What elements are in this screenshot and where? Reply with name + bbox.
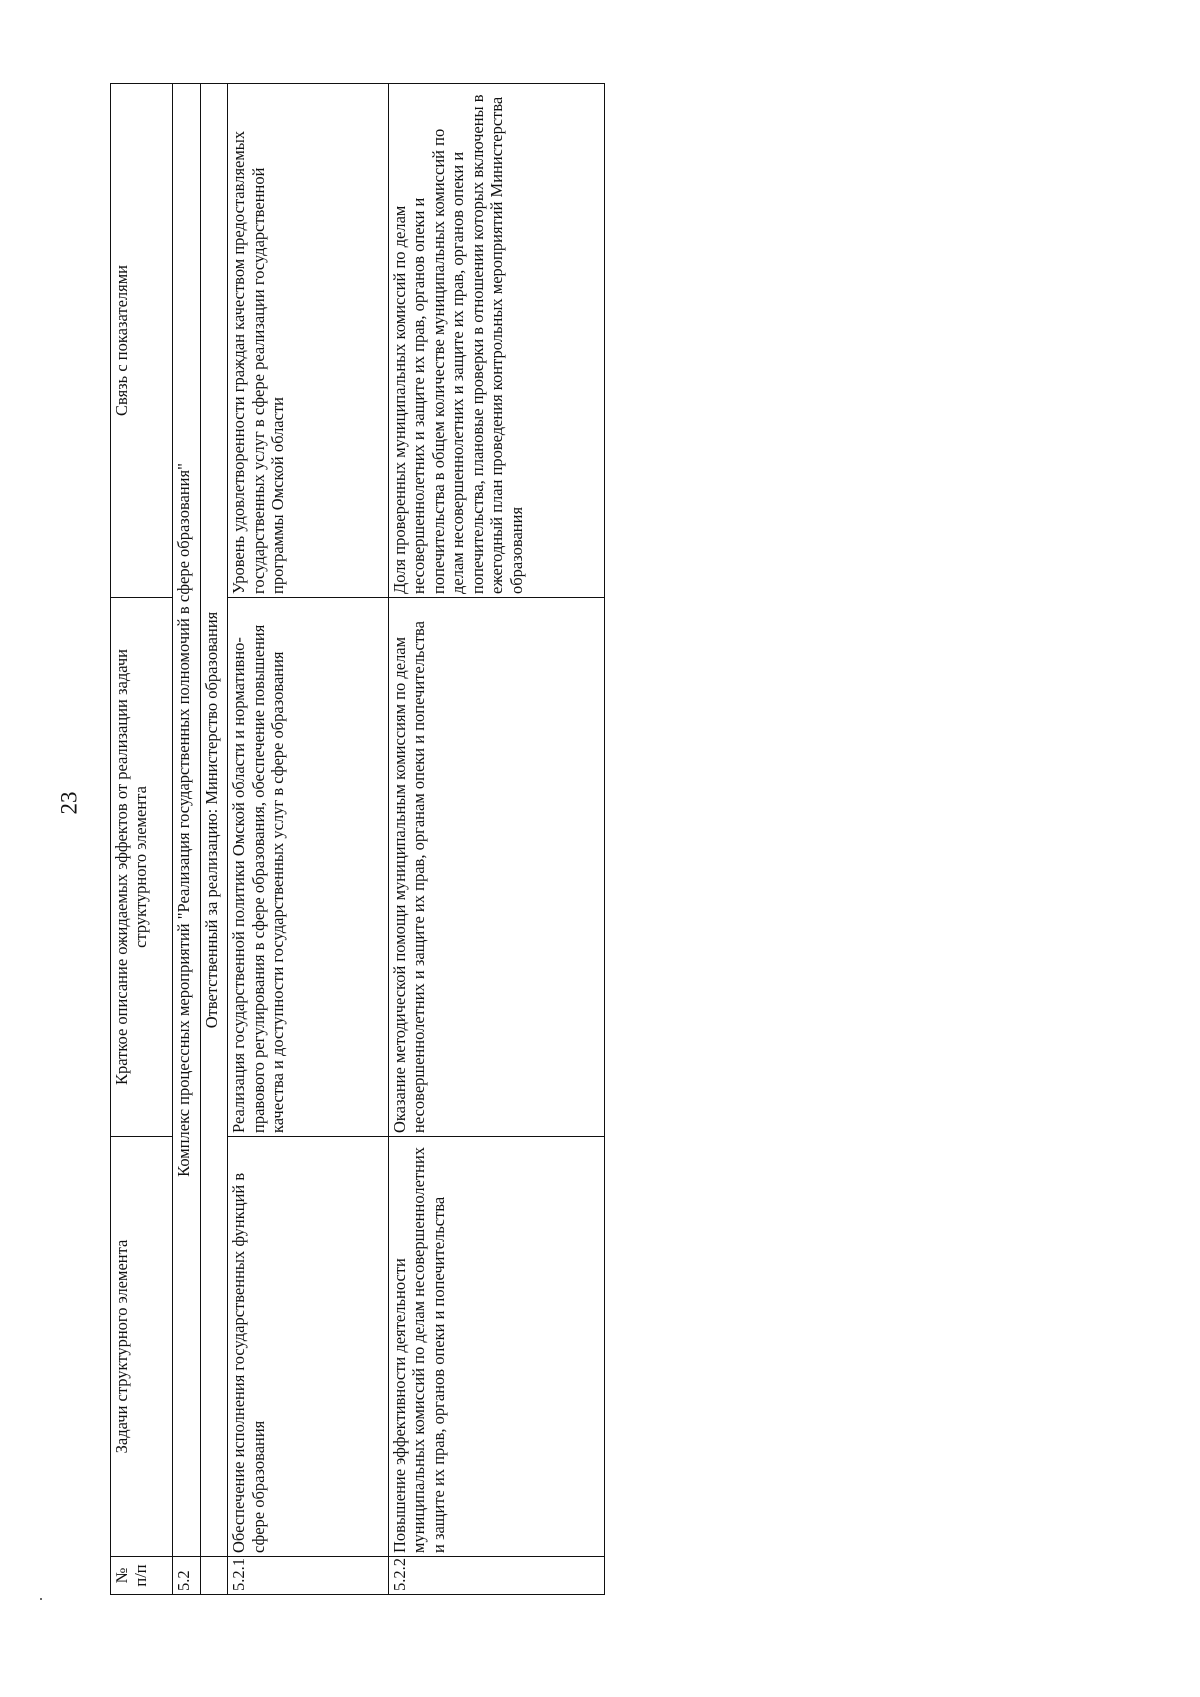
row-link: Уровень удовлетворенности граждан качеством предоставляемых государственных услуг в сфере реализации государственной программы Омской области xyxy=(228,84,389,598)
header-effects: Краткое описание ожидаемых эффектов от реализации задачи структурного элемента xyxy=(111,598,173,1137)
responsible-empty-cell xyxy=(200,1557,228,1595)
table-row xyxy=(388,84,604,1595)
row-effect: Реализация государственной политики Омской области и нормативно-правового регулирования в сфере образования, обеспечение повышения качества и доступности государственных услуг в сфере образования xyxy=(228,598,389,1137)
row-task: Повышение эффективности деятельности муниципальных комиссий по делам несовершеннолетних и защите их прав, органов опеки и попечительства xyxy=(388,1137,604,1557)
table-row xyxy=(228,84,389,1595)
header-tasks: Задачи структурного элемента xyxy=(111,1137,173,1557)
page-number: 23 xyxy=(56,791,82,815)
rotated-table-container xyxy=(110,84,605,1595)
row-task: Обеспечение исполнения государственных функций в сфере образования xyxy=(228,1137,389,1557)
responsible-row xyxy=(200,84,228,1595)
row-num: 5.2.2 xyxy=(388,1557,604,1595)
scan-dot xyxy=(40,1598,42,1600)
responsible-text: Ответственный за реализацию: Министерство образования xyxy=(200,84,228,1557)
row-link: Доля проверенных муниципальных комиссий по делам несовершеннолетних и защите их прав, органов опеки и попечительства в общем количестве муниципальных комиссий по делам несовершеннолетних и защите их прав, органов опеки и попечительства, плановые проверки в отношении которых включены в ежегодный план проведения контрольных мероприятий Министерства образования xyxy=(388,84,604,598)
row-num: 5.2.1 xyxy=(228,1557,389,1595)
row-effect: Оказание методической помощи муниципальным комиссиям по делам несовершеннолетних и защите их прав, органам опеки и попечительства xyxy=(388,598,604,1137)
measures-table xyxy=(110,83,605,1595)
section-num: 5.2 xyxy=(172,1557,200,1595)
section-row xyxy=(172,84,200,1595)
table-header-row xyxy=(111,84,173,1595)
section-title: Комплекс процессных мероприятий "Реализация государственных полномочий в сфере образования" xyxy=(172,84,200,1557)
header-link: Связь с показателями xyxy=(111,84,173,598)
header-num: № п/п xyxy=(111,1557,173,1595)
